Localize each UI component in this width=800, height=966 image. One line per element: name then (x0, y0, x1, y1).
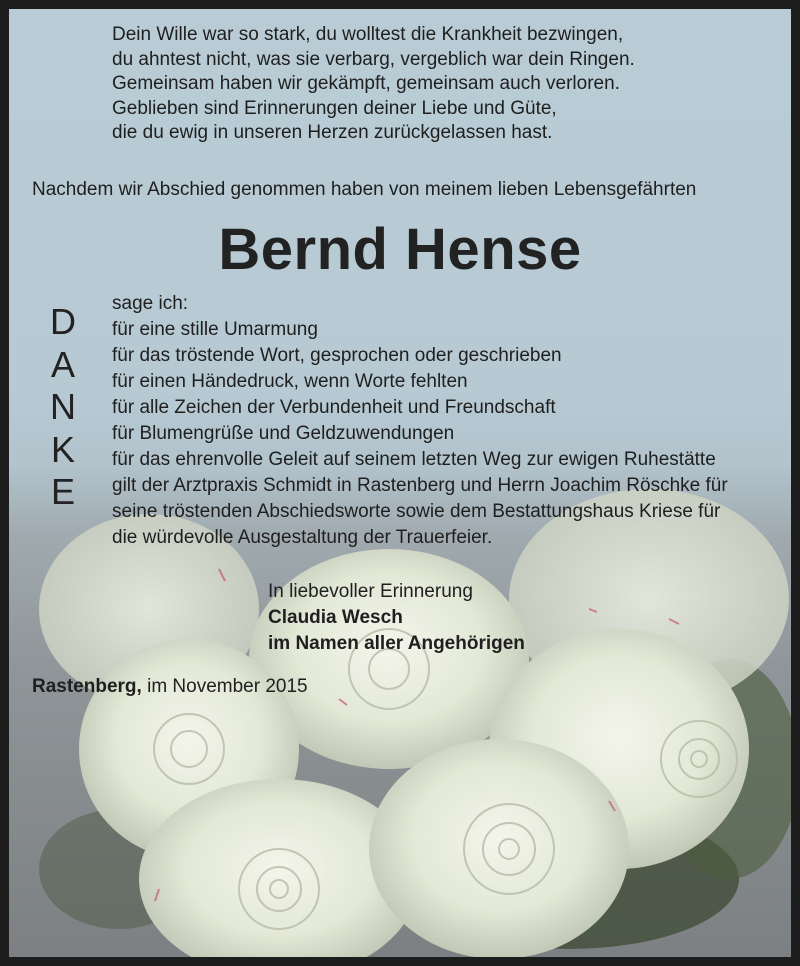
danke-letter: A (50, 343, 75, 385)
poem-line: du ahntest nicht, was sie verbarg, vergeblich war dein Ringen. (112, 48, 635, 70)
poem-line: Dein Wille war so stark, du wolltest die Krankheit bezwingen, (112, 24, 624, 45)
deceased-name: Bernd Hense (218, 217, 582, 282)
thanks-line: für das tröstende Wort, gesprochen oder geschrieben (112, 345, 562, 366)
thanks-line: für eine stille Umarmung (112, 319, 318, 340)
intro-text: Nachdem wir Abschied genommen haben von meinem lieben Lebensgefährten (32, 179, 697, 200)
danke-vertical (43, 301, 83, 514)
thanks-line: für einen Händedruck, wenn Worte fehlten (112, 371, 468, 392)
signer-name: Claudia Wesch (268, 607, 403, 628)
town-name: Rastenberg, (32, 676, 142, 697)
thanks-line: gilt der Arztpraxis Schmidt in Rastenberg und Herrn Joachim Röschke für (112, 475, 728, 496)
danke-letter: K (50, 428, 75, 470)
poem-line: Gemeinsam haben wir gekämpft, gemeinsam auch verloren. (112, 73, 620, 95)
on-behalf-line: im Namen aller Angehörigen (268, 633, 525, 654)
poem-line: die du ewig in unseren Herzen zurückgelassen hast. (112, 122, 553, 144)
thanks-line: für alle Zeichen der Verbundenheit und Freundschaft (112, 397, 556, 418)
thanks-line: seine tröstenden Abschiedsworte sowie dem Bestattungshaus Kriese für (112, 501, 721, 522)
thanks-list (112, 291, 728, 551)
memorial-poem (112, 23, 635, 146)
thanks-line: die würdevolle Ausgestaltung der Trauerfeier. (112, 527, 493, 548)
closing-line: In liebevoller Erinnerung (268, 581, 473, 602)
danke-letter: D (50, 301, 76, 342)
thanks-line: für das ehrenvolle Geleit auf seinem letzten Weg zur ewigen Ruhestätte (112, 449, 716, 470)
place-date (32, 676, 308, 698)
danke-letter: E (50, 471, 75, 512)
thanks-line: sage ich: (112, 293, 189, 314)
poem-line: Geblieben sind Erinnerungen deiner Liebe und Güte, (112, 97, 557, 119)
thanks-line: für Blumengrüße und Geldzuwendungen (112, 423, 455, 444)
danke-letter: N (50, 386, 76, 427)
date-text: im November 2015 (141, 676, 308, 697)
closing-signature (268, 579, 525, 657)
